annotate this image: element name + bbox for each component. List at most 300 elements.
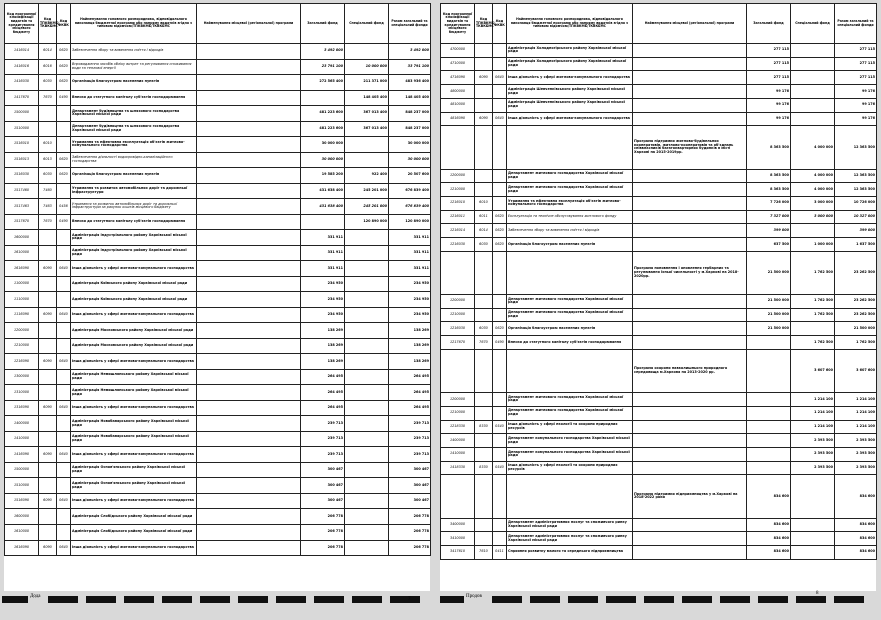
program-cell (197, 276, 301, 292)
fkvk-cell (57, 230, 71, 246)
fkvk-cell (57, 121, 71, 137)
tpkv-cell (39, 509, 57, 525)
header-cell: Найменування місцевої (регіональної) програми (197, 4, 301, 44)
special-fund-cell: 1 214 100 (791, 393, 835, 407)
table-row (441, 295, 877, 309)
tpkv-cell (475, 126, 493, 169)
total-cell: 3 607 600 (835, 349, 877, 392)
name-cell: Департамент житлового господарства Харківської міської ради (507, 183, 633, 197)
fkvk-cell (493, 308, 507, 322)
special-fund-cell (791, 224, 835, 238)
special-fund-cell: 3 000 000 (791, 196, 835, 210)
general-fund-cell: 99 176 (747, 112, 791, 126)
code-cell: 4710000 (441, 57, 475, 71)
fkvk-cell (57, 524, 71, 540)
program-cell (633, 98, 747, 112)
general-fund-cell: 331 911 (301, 230, 345, 246)
left-footer-strip (0, 591, 436, 609)
table-row (5, 230, 431, 246)
program-cell (633, 44, 747, 58)
name-cell: Експлуатація та технічне обслуговування житлового фонду (507, 210, 633, 224)
total-cell: 848 237 000 (389, 121, 431, 137)
header-cell: Разом загальний та спеціальний фонди (835, 4, 877, 44)
tpkv-cell: 6011 (475, 210, 493, 224)
code-cell: 1610000 (5, 524, 39, 540)
general-fund-cell: 239 713 (301, 416, 345, 432)
scan-bar (606, 596, 636, 603)
fkvk-cell (493, 126, 507, 169)
fkvk-cell: 0540 (493, 420, 507, 434)
general-fund-cell: 30 000 000 (301, 152, 345, 168)
table-row (441, 308, 877, 322)
special-fund-cell (345, 292, 389, 308)
tpkv-cell: 7460 (39, 183, 57, 199)
table-row (441, 196, 877, 210)
special-fund-cell (345, 493, 389, 509)
program-cell (197, 292, 301, 308)
right-header-row (441, 4, 877, 44)
total-cell: 399 000 (835, 224, 877, 238)
tpkv-cell: 6030 (475, 322, 493, 336)
total-cell: 277 115 (835, 57, 877, 71)
total-cell: 120 890 000 (389, 214, 431, 230)
program-cell (197, 106, 301, 122)
program-cell (197, 307, 301, 323)
total-cell: 1 637 500 (835, 238, 877, 252)
scan-bar (530, 596, 560, 603)
code-cell: 1510000 (5, 478, 39, 494)
fkvk-cell (57, 369, 71, 385)
table-row (5, 338, 431, 354)
code-cell: 1217670 (441, 336, 475, 350)
code-cell: 4800000 (441, 85, 475, 99)
special-fund-cell (791, 71, 835, 85)
general-fund-cell (747, 336, 791, 350)
total-cell: 331 911 (389, 245, 431, 261)
program-cell (197, 199, 301, 215)
program-cell (197, 369, 301, 385)
special-fund-cell (345, 416, 389, 432)
total-cell: 834 600 (835, 532, 877, 546)
fkvk-cell (493, 532, 507, 546)
total-cell: 239 713 (389, 416, 431, 432)
fkvk-cell: 0620 (57, 59, 71, 75)
general-fund-cell: 19 585 200 (301, 168, 345, 184)
left-header-row (5, 4, 431, 44)
code-cell: 3410000 (441, 532, 475, 546)
special-fund-cell: 2 393 500 (791, 461, 835, 475)
table-row (5, 152, 431, 168)
general-fund-cell: 234 950 (301, 307, 345, 323)
general-fund-cell (747, 393, 791, 407)
tpkv-cell: 6090 (39, 447, 57, 463)
tpkv-cell: 7610 (475, 546, 493, 560)
table-row (5, 354, 431, 370)
total-cell: 264 495 (389, 385, 431, 401)
name-cell: Інша діяльність у сфері житлово-комунального господарства (507, 112, 633, 126)
tpkv-cell (475, 406, 493, 420)
name-cell: Інша діяльність у сфері житлово-комунального господарства (71, 307, 197, 323)
fkvk-cell (493, 85, 507, 99)
special-fund-cell (345, 307, 389, 323)
program-cell (197, 478, 301, 494)
fkvk-cell: 0640 (57, 261, 71, 277)
general-fund-cell: 431 638 400 (301, 199, 345, 215)
special-fund-cell: 211 371 000 (345, 75, 389, 91)
table-row (5, 447, 431, 463)
right-footer-strip (438, 591, 881, 609)
special-fund-cell (791, 57, 835, 71)
name-cell: Адміністрація Новобаварського району Харківської міської ради (71, 431, 197, 447)
tpkv-cell (475, 349, 493, 392)
fkvk-cell: 0490 (57, 214, 71, 230)
special-fund-cell: 245 201 000 (345, 183, 389, 199)
program-cell (633, 238, 747, 252)
total-cell: 23 262 500 (835, 308, 877, 322)
tpkv-cell (39, 524, 57, 540)
program-cell (633, 518, 747, 532)
header-cell: Код програмної класифікації видатків та кредитування місцевого бюджету (5, 4, 39, 44)
table-row (5, 245, 431, 261)
scan-bar (644, 596, 674, 603)
tpkv-cell (39, 230, 57, 246)
name-cell (507, 475, 633, 518)
general-fund-cell: 206 778 (301, 540, 345, 556)
tpkv-cell (39, 292, 57, 308)
special-fund-cell (791, 546, 835, 560)
total-cell: 676 839 400 (389, 199, 431, 215)
tpkv-cell: 8330 (475, 461, 493, 475)
code-cell: 1200000 (441, 393, 475, 407)
scan-bar (796, 596, 826, 603)
tpkv-cell (39, 369, 57, 385)
general-fund-cell: 300 467 (301, 478, 345, 494)
tpkv-cell (39, 385, 57, 401)
tpkv-cell (39, 106, 57, 122)
general-fund-cell: 637 500 (747, 238, 791, 252)
name-cell: Адміністрація Київського району Харківської міської ради (71, 292, 197, 308)
special-fund-cell: 1 762 500 (791, 308, 835, 322)
total-cell: 99 176 (835, 85, 877, 99)
table-row (5, 323, 431, 339)
header-cell: Код ФКВК (57, 4, 71, 44)
name-cell: Забезпечення збору та вивезення сміття і відходів (71, 44, 197, 60)
general-fund-cell: 21 500 000 (747, 295, 791, 309)
program-cell (633, 406, 747, 420)
general-fund-cell: 30 000 000 (301, 137, 345, 153)
fkvk-cell (57, 478, 71, 494)
code-cell: 1600000 (5, 509, 39, 525)
code-cell: 1210000 (5, 338, 39, 354)
tpkv-cell (475, 447, 493, 461)
special-fund-cell: 1 762 500 (791, 295, 835, 309)
general-fund-cell (747, 447, 791, 461)
tpkv-cell: 6014 (39, 44, 57, 60)
special-fund-cell: 1 762 500 (791, 336, 835, 350)
name-cell: Внески до статутного капіталу суб'єктів господарювання (71, 214, 197, 230)
program-cell (633, 420, 747, 434)
fkvk-cell: 0640 (57, 307, 71, 323)
table-row (441, 85, 877, 99)
special-fund-cell (345, 354, 389, 370)
code-cell: 1216014 (441, 224, 475, 238)
program-cell (197, 261, 301, 277)
tpkv-cell (475, 169, 493, 183)
header-cell: Спеціальний фонд (791, 4, 835, 44)
table-row (5, 106, 431, 122)
total-cell: 300 467 (389, 478, 431, 494)
special-fund-cell: 2 393 500 (791, 434, 835, 448)
fkvk-cell (493, 406, 507, 420)
table-row (441, 44, 877, 58)
code-cell: 1410000 (441, 447, 475, 461)
special-fund-cell (345, 385, 389, 401)
program-cell (633, 336, 747, 350)
name-cell: Адміністрація Холодногірського району Харківської міської ради (507, 57, 633, 71)
fkvk-cell (493, 169, 507, 183)
tpkv-cell (39, 245, 57, 261)
special-fund-cell (791, 44, 835, 58)
total-cell: 1 762 500 (835, 336, 877, 350)
table-row (441, 183, 877, 197)
table-row (441, 532, 877, 546)
code-cell: 1610000 (5, 245, 39, 261)
tpkv-cell: 6030 (39, 75, 57, 91)
name-cell: Організація благоустрою населених пунктів (71, 75, 197, 91)
code-cell: 1517460 (5, 183, 39, 199)
table-row (441, 126, 877, 169)
general-fund-cell: 277 115 (747, 57, 791, 71)
name-cell: Утримання та розвиток автомобільних доріг та дорожньої інфраструктури за рахунок коштів місцевого бюджету (71, 199, 197, 215)
general-fund-cell (747, 434, 791, 448)
fkvk-cell (57, 323, 71, 339)
name-cell: Організація благоустрою населених пунктів (71, 168, 197, 184)
total-cell: 138 269 (389, 323, 431, 339)
special-fund-cell: 1 762 500 (791, 251, 835, 294)
fkvk-cell: 0456 (57, 199, 71, 215)
special-fund-cell: 4 000 000 (791, 126, 835, 169)
name-cell: Утримання та ефективна експлуатація об'єктів житлово-комунального господарства (507, 196, 633, 210)
tpkv-cell: 6090 (39, 354, 57, 370)
fkvk-cell (493, 475, 507, 518)
program-cell: Програма охорони навколишнього природного середовища м.Харкова на 2013-2020 рр. (633, 349, 747, 392)
special-fund-cell: 3 607 600 (791, 349, 835, 392)
general-fund-cell: 138 269 (301, 323, 345, 339)
code-cell: 1500000 (5, 106, 39, 122)
fkvk-cell: 0620 (493, 224, 507, 238)
table-row (441, 434, 877, 448)
program-cell (197, 137, 301, 153)
fkvk-cell (57, 462, 71, 478)
special-fund-cell (791, 98, 835, 112)
code-cell: 1218330 (441, 420, 475, 434)
fkvk-cell (493, 393, 507, 407)
name-cell: Департамент житлового господарства Харківської міської ради (507, 308, 633, 322)
name-cell: Департамент комунального господарства Харківської міської ради (507, 447, 633, 461)
program-cell (633, 169, 747, 183)
total-cell: 834 600 (835, 546, 877, 560)
fkvk-cell: 0620 (493, 238, 507, 252)
general-fund-cell: 206 778 (301, 509, 345, 525)
fkvk-cell: 0640 (493, 71, 507, 85)
program-cell (197, 214, 301, 230)
tpkv-cell: 6090 (39, 261, 57, 277)
name-cell: Департамент комунального господарства Харківської міської ради (507, 434, 633, 448)
tpkv-cell: 6090 (475, 71, 493, 85)
general-fund-cell: 138 269 (301, 354, 345, 370)
total-cell: 206 778 (389, 524, 431, 540)
program-cell (633, 546, 747, 560)
scan-bar (238, 596, 268, 603)
general-fund-cell: 399 000 (747, 224, 791, 238)
special-fund-cell (345, 230, 389, 246)
code-cell (441, 475, 475, 518)
program-cell (633, 295, 747, 309)
header-cell: Найменування головного розпорядника, відповідального виконавця бюджетної програми або напряму видатків згідно з типовою відомчою/ТПКВКМБ/ТКВКБМС (71, 4, 197, 44)
special-fund-cell (791, 85, 835, 99)
scan-bar (390, 596, 420, 603)
special-fund-cell: 148 405 400 (345, 90, 389, 106)
total-cell: 234 950 (389, 292, 431, 308)
name-cell: Внески до статутного капіталу суб'єктів господарювання (71, 90, 197, 106)
total-cell: 834 600 (835, 475, 877, 518)
total-cell: 30 000 000 (389, 152, 431, 168)
code-cell: 1410000 (5, 431, 39, 447)
program-cell (197, 183, 301, 199)
total-cell: 10 726 000 (835, 196, 877, 210)
program-cell (197, 540, 301, 556)
fkvk-cell: 0640 (57, 447, 71, 463)
name-cell: Департамент адміністративних послуг та споживчого ринку Харківської міської ради (507, 532, 633, 546)
table-row (441, 57, 877, 71)
fkvk-cell (57, 137, 71, 153)
fkvk-cell (493, 349, 507, 392)
program-cell (633, 112, 747, 126)
total-cell: 1 214 100 (835, 406, 877, 420)
code-cell: 1210000 (441, 406, 475, 420)
code-cell: 1216011 (441, 210, 475, 224)
special-fund-cell (345, 478, 389, 494)
name-cell: Департамент житлового господарства Харківської міської ради (507, 295, 633, 309)
code-cell: 3400000 (441, 518, 475, 532)
scan-bar (720, 596, 750, 603)
header-cell: Код ФКВК (493, 4, 507, 44)
program-cell (633, 447, 747, 461)
general-fund-cell: 331 911 (301, 261, 345, 277)
name-cell: Адміністрація Московського району Харківської міської ради (71, 338, 197, 354)
total-cell: 300 467 (389, 493, 431, 509)
special-fund-cell (345, 400, 389, 416)
name-cell: Департамент житлового господарства Харківської міської ради (507, 406, 633, 420)
total-cell: 12 363 500 (835, 126, 877, 169)
general-fund-cell: 7 327 000 (747, 210, 791, 224)
name-cell: Адміністрація Холодногірського району Харківської міської ради (507, 44, 633, 58)
fkvk-cell (57, 183, 71, 199)
name-cell: Адміністрація Слобідського району Харківської міської ради (71, 509, 197, 525)
fkvk-cell (493, 434, 507, 448)
tpkv-cell: 6090 (475, 112, 493, 126)
name-cell: Адміністрація Новобаварського району Харківської міської ради (71, 416, 197, 432)
left-page (4, 3, 430, 591)
total-cell: 239 713 (389, 431, 431, 447)
footer-label: Дода (30, 594, 41, 599)
program-cell (197, 323, 301, 339)
scan-bar (314, 596, 344, 603)
code-cell: 1200000 (441, 169, 475, 183)
tpkv-cell (39, 462, 57, 478)
code-cell: 1310000 (5, 385, 39, 401)
total-cell: 239 713 (389, 447, 431, 463)
table-row (5, 478, 431, 494)
scan-bar (2, 596, 28, 603)
tpkv-cell: 6090 (39, 307, 57, 323)
fkvk-cell (493, 98, 507, 112)
program-cell (633, 224, 747, 238)
tpkv-cell (475, 98, 493, 112)
name-cell: Організація благоустрою населених пунктів (507, 322, 633, 336)
scan-bar (86, 596, 116, 603)
fkvk-cell: 0640 (493, 112, 507, 126)
program-cell (197, 59, 301, 75)
tpkv-cell: 6090 (39, 540, 57, 556)
program-cell (197, 245, 301, 261)
scan-bar (758, 596, 788, 603)
code-cell: 1400000 (441, 434, 475, 448)
total-cell: 10 327 000 (835, 210, 877, 224)
header-cell: Найменування головного розпорядника, відповідального виконавця бюджетної програми або напряму видатків згідно з типовою відомчою/ТПКВКМБ/ТКВКБМС (507, 4, 633, 44)
general-fund-cell: 264 495 (301, 385, 345, 401)
name-cell: Адміністрація Шевченківського району Харківської міської ради (507, 98, 633, 112)
table-row (5, 416, 431, 432)
fkvk-cell (57, 292, 71, 308)
special-fund-cell (345, 245, 389, 261)
special-fund-cell (791, 322, 835, 336)
name-cell: Утримання та ефективна експлуатація об'єктів житлово-комунального господарства (71, 137, 197, 153)
fkvk-cell (57, 416, 71, 432)
code-cell: 1418330 (441, 461, 475, 475)
fkvk-cell: 0640 (57, 493, 71, 509)
total-cell: 834 600 (835, 518, 877, 532)
name-cell: Організація благоустрою населених пунктів (507, 238, 633, 252)
code-cell: 1100000 (5, 276, 39, 292)
name-cell: Департамент будівництва та шляхового господарства Харківської міської ради (71, 121, 197, 137)
special-fund-cell: 10 000 000 (345, 59, 389, 75)
code-cell: 4700000 (441, 44, 475, 58)
general-fund-cell: 264 495 (301, 369, 345, 385)
table-row (5, 400, 431, 416)
program-cell (633, 71, 747, 85)
page-number: 7 (408, 597, 411, 602)
scan-bar (200, 596, 230, 603)
table-row (5, 385, 431, 401)
name-cell: Інша діяльність у сфері житлово-комунального господарства (507, 71, 633, 85)
fkvk-cell (493, 57, 507, 71)
tpkv-cell: 6016 (39, 59, 57, 75)
total-cell: 1 214 100 (835, 393, 877, 407)
total-cell: 3 492 000 (389, 44, 431, 60)
total-cell: 23 262 500 (835, 295, 877, 309)
general-fund-cell: 21 500 000 (747, 308, 791, 322)
header-cell: Код ТПКВКМБ/ ТКВКБМС (39, 4, 57, 44)
special-fund-cell: 1 214 100 (791, 420, 835, 434)
total-cell: 331 911 (389, 261, 431, 277)
fkvk-cell: 0540 (493, 461, 507, 475)
special-fund-cell: 245 201 000 (345, 199, 389, 215)
name-cell: Інша діяльність у сфері житлово-комунального господарства (71, 493, 197, 509)
code-cell: 1500000 (5, 462, 39, 478)
tpkv-cell (475, 57, 493, 71)
table-row (441, 406, 877, 420)
